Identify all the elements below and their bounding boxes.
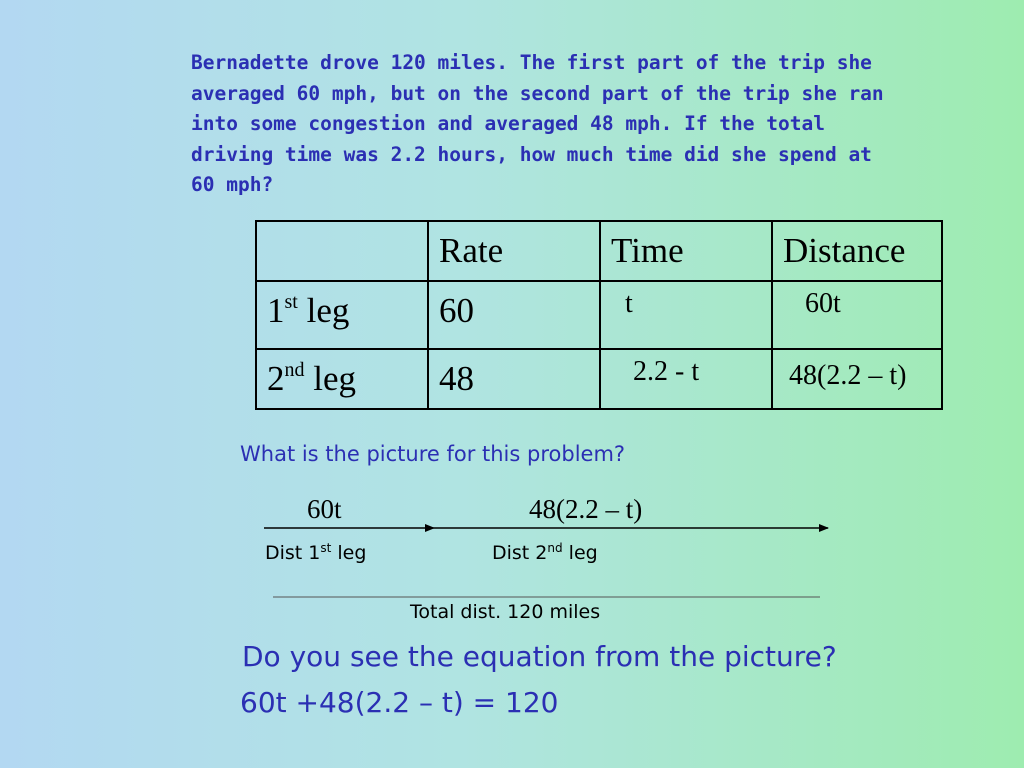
problem-line: driving time was 2.2 hours, how much time did she spend at (191, 142, 872, 166)
time-cell: t (600, 281, 772, 349)
problem-line: 60 mph? (191, 173, 274, 196)
problem-line: averaged 60 mph, but on the second part of the trip she ran (191, 81, 884, 105)
picture-question: What is the picture for this problem? (240, 442, 626, 466)
row-label-number: 2 (267, 359, 285, 398)
header-cell-time: Time (600, 221, 772, 281)
problem-line: into some congestion and averaged 48 mph. If the total (191, 112, 825, 135)
row-label-word: leg (306, 291, 350, 330)
equation: 60t +48(2.2 – t) = 120 (240, 686, 559, 719)
second-leg-distance-label: 48(2.2 – t) (529, 494, 643, 524)
problem-line: Bernadette drove 120 miles. The first part of the trip she (191, 51, 872, 74)
row-label-ordinal: st (284, 291, 298, 313)
distance-cell: 48(2.2 – t) (772, 349, 942, 409)
first-leg-distance-label: 60t (307, 494, 342, 524)
equation-question: Do you see the equation from the picture? (242, 640, 837, 673)
header-cell-distance: Distance (772, 221, 942, 281)
row-label-word: leg (313, 359, 357, 398)
dist-first-leg-label: Dist 1st leg (265, 541, 367, 564)
total-distance-label: Total dist. 120 miles (410, 601, 601, 623)
time-cell: 2.2 - t (600, 349, 772, 409)
rate-cell: 48 (428, 349, 600, 409)
row-label-ordinal: nd (284, 359, 305, 381)
row-label-number: 1 (267, 291, 285, 330)
header-cell-rate: Rate (428, 221, 600, 281)
rate-cell: 60 (428, 281, 600, 349)
distance-cell: 60t (772, 281, 942, 349)
dist-second-leg-label: Dist 2nd leg (492, 541, 598, 564)
